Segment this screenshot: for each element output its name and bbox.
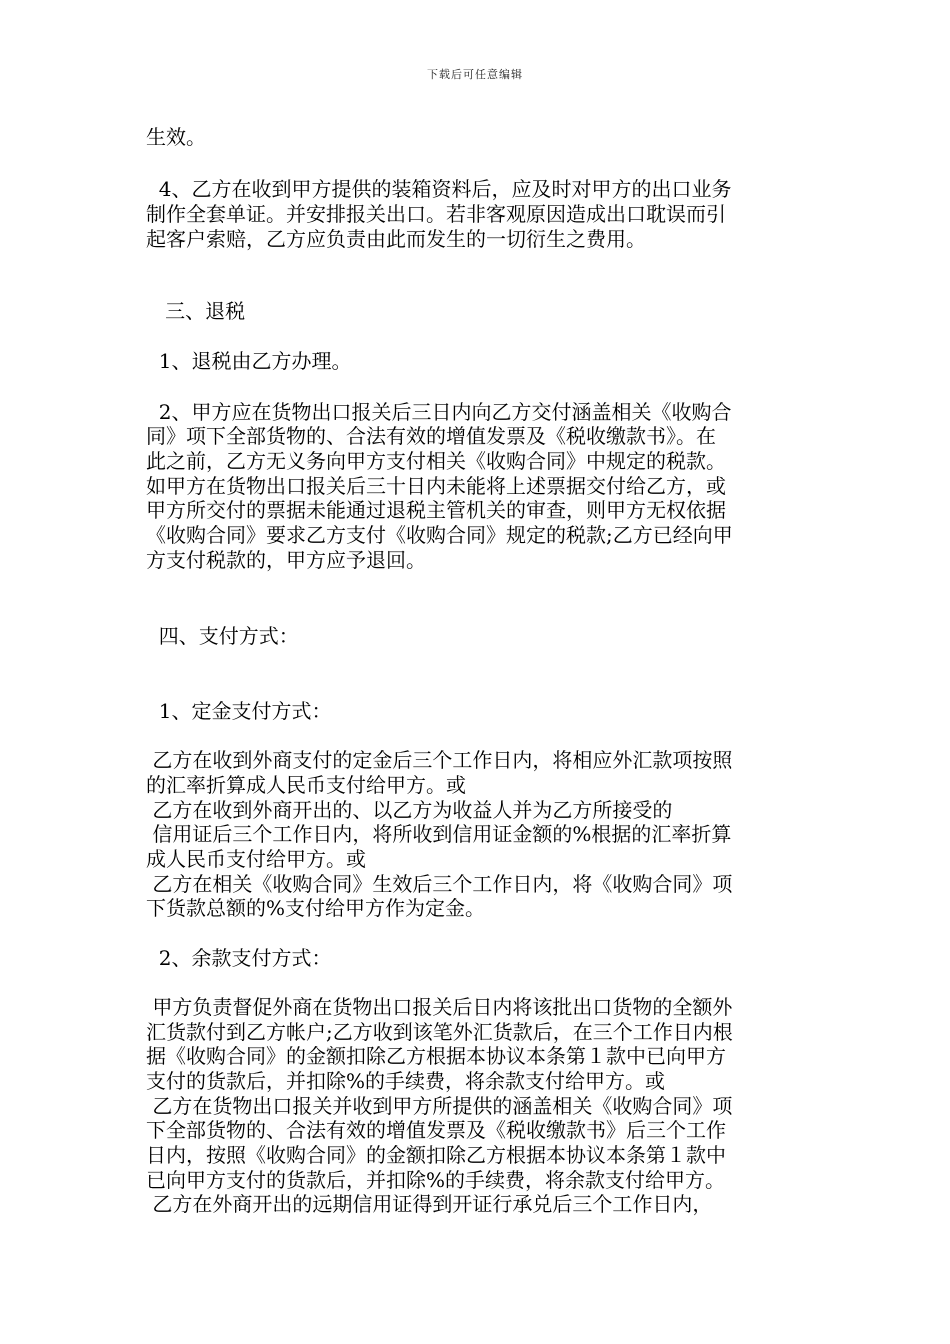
text-line: 甲方所交付的票据未能通过退税主管机关的审查，则甲方无权依据 xyxy=(146,498,726,522)
text-line: 的汇率折算成人民币支付给甲方。或 xyxy=(146,773,466,797)
text-line: 《收购合同》要求乙方支付《收购合同》规定的税款;乙方已经向甲 xyxy=(146,523,733,547)
text-line: 乙方在外商开出的远期信用证得到开证行承兑后三个工作日内， xyxy=(146,1192,713,1216)
text-line: 此之前，乙方无义务向甲方支付相关《收购合同》中规定的税款。 xyxy=(146,449,726,473)
text-line: 起客户索赔，乙方应负责由此而发生的一切衍生之费用。 xyxy=(146,227,646,251)
text-line: 2、甲方应在货物出口报关后三日内向乙方交付涵盖相关《收购合 xyxy=(146,400,732,424)
page-header: 下载后可任意编辑 xyxy=(427,68,523,81)
text-line: 信用证后三个工作日内，将所收到信用证金额的%根据的汇率折算 xyxy=(146,822,732,846)
text-line: 下货款总额的%支付给甲方作为定金。 xyxy=(146,896,486,920)
text-line: 甲方负责督促外商在货物出口报关后日内将该批出口货物的全额外 xyxy=(146,995,733,1019)
text-line: 4、乙方在收到甲方提供的装箱资料后，应及时对甲方的出口业务 xyxy=(146,177,732,201)
section-heading: 四、支付方式： xyxy=(146,624,299,648)
text-line: 如甲方在货物出口报关后三十日内未能将上述票据交付给乙方，或 xyxy=(146,474,726,498)
text-line: 已向甲方支付的货款后，并扣除%的手续费，将余款支付给甲方。 xyxy=(146,1168,726,1192)
text-line: 下全部货物的、合法有效的增值发票及《税收缴款书》后三个工作 xyxy=(146,1118,726,1142)
text-line: 日内，按照《收购合同》的金额扣除乙方根据本协议本条第１款中 xyxy=(146,1143,726,1167)
text-line: 支付的货款后，并扣除%的手续费，将余款支付给甲方。或 xyxy=(146,1069,666,1093)
text-line: 2、余款支付方式： xyxy=(146,946,332,970)
text-line: 生效。 xyxy=(146,125,206,149)
text-line: 据《收购合同》的金额扣除乙方根据本协议本条第１款中已向甲方 xyxy=(146,1044,726,1068)
text-line: 1、退税由乙方办理。 xyxy=(146,349,352,373)
text-line: 乙方在货物出口报关并收到甲方所提供的涵盖相关《收购合同》项 xyxy=(146,1094,733,1118)
text-line: 1、定金支付方式： xyxy=(146,699,332,723)
text-line: 同》项下全部货物的、合法有效的增值发票及《税收缴款书》。在 xyxy=(146,424,716,448)
section-heading: 三、退税 xyxy=(146,299,246,323)
text-line: 乙方在收到外商开出的、以乙方为收益人并为乙方所接受的 xyxy=(146,798,673,822)
text-line: 成人民币支付给甲方。或 xyxy=(146,847,366,871)
text-line: 汇货款付到乙方帐户;乙方收到该笔外汇货款后，在三个工作日内根 xyxy=(146,1020,733,1044)
text-line: 制作全套单证。并安排报关出口。若非客观原因造成出口耽误而引 xyxy=(146,202,726,226)
text-line: 方支付税款的，甲方应予退回。 xyxy=(146,548,426,572)
text-line: 乙方在收到外商支付的定金后三个工作日内，将相应外汇款项按照 xyxy=(146,748,733,772)
text-line: 乙方在相关《收购合同》生效后三个工作日内，将《收购合同》项 xyxy=(146,872,733,896)
